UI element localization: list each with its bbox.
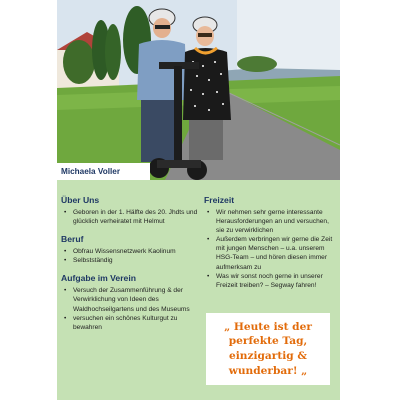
section-aufgabe-im-verein — [61, 273, 199, 331]
list-item: • Versuch der Zusammenführung & der Verwirklichung von Ideen des Waldhochseilgartens und des Museums — [61, 286, 199, 313]
right-column — [204, 195, 337, 298]
list-item: • Wir nehmen sehr gerne interessante Herausforderungen an und versuchen, sie zu verwirklichen — [204, 208, 337, 235]
section-heading: Beruf — [61, 234, 84, 245]
section-freizeit — [204, 195, 337, 290]
bullet-list — [204, 208, 337, 290]
profile-card — [57, 0, 340, 400]
bullet-list — [61, 247, 199, 265]
profile-name: Michaela Voller — [57, 163, 150, 180]
section-heading: Aufgabe im Verein — [61, 273, 136, 284]
profile-photo — [57, 0, 340, 180]
list-item: • Obfrau Wissensnetzwerk Kaolinum — [61, 247, 199, 256]
section-ueber-uns — [61, 195, 199, 226]
list-item: • Was wir sonst noch gerne in unserer Freizeit treiben? – Segway fahren! — [204, 272, 337, 290]
bullet-list — [61, 286, 199, 331]
section-heading: Über Uns — [61, 195, 100, 205]
list-item: • Geboren in der 1. Hälfte des 20. Jhdts und glücklich verheiratet mit Helmut — [61, 208, 199, 226]
section-heading: Freizeit — [204, 195, 235, 205]
quote-text: „ Heute ist der perfekte Tag, einzigartig & wunderbar! „ — [224, 320, 312, 377]
list-item: • Außerdem verbringen wir gerne die Zeit mit jungen Menschen – u.a. unserem HSG-Team – und hören diesen immer aufmerksam zu — [204, 235, 337, 271]
list-item: • Selbstständig — [61, 256, 199, 265]
photo-illustration — [57, 0, 340, 180]
list-item: • versuchen ein schönes Kulturgut zu bewahren — [61, 314, 199, 332]
bullet-list — [61, 208, 199, 226]
quote-box — [206, 313, 330, 385]
section-beruf — [61, 234, 199, 265]
left-column — [61, 195, 199, 340]
